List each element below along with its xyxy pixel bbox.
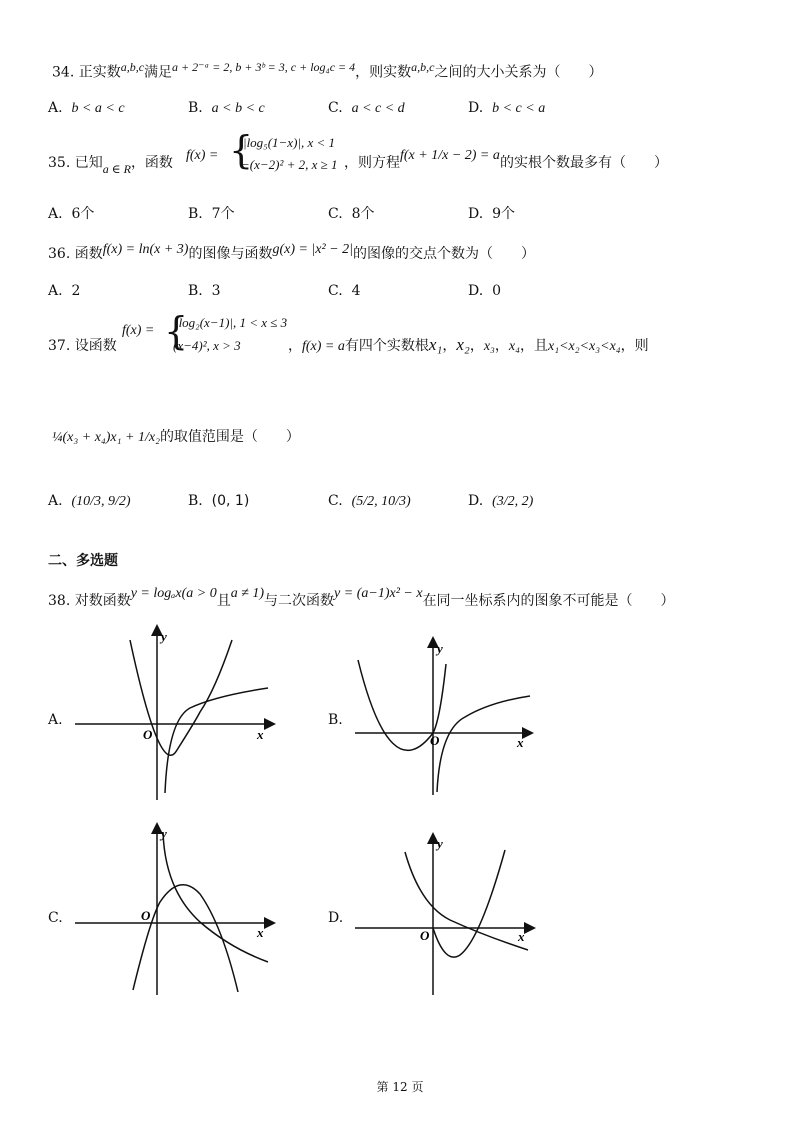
stem-text: 的图像与函数 (188, 246, 273, 262)
stem-math: x₁<x₂<x₃<x₄ (548, 339, 621, 354)
option-label: D. (468, 100, 484, 116)
option-text: (5/2, 10/3) (351, 494, 411, 509)
option-text: 7个 (211, 206, 235, 222)
question-number: 34. (52, 64, 75, 81)
stem-text: ，则 (620, 338, 649, 354)
stem-text: ， (288, 338, 302, 354)
option-text: (0, 1) (211, 493, 250, 509)
stem-text: 且 (216, 593, 231, 609)
option-text: 2 (71, 283, 81, 299)
option-label: C. (328, 206, 343, 222)
option-label: D. (468, 206, 484, 222)
log-curve (165, 688, 268, 793)
origin-label: O (420, 928, 430, 943)
stem-math: f(x) = a (302, 339, 345, 354)
graph-c (75, 826, 270, 995)
option-text: 3 (211, 283, 221, 299)
option-label: D. (468, 493, 484, 509)
option-text: 9个 (492, 206, 516, 222)
stem-math: ¼(x₃ + x₄)x₁ + 1/x₂ (52, 430, 160, 445)
origin-label: O (143, 727, 153, 742)
page-footer: 第 12 页 (376, 1080, 424, 1094)
stem-text: ，则方程 (344, 155, 400, 171)
stem-math: y = (a−1)x² − x (334, 586, 423, 601)
brace-icon: { (229, 128, 254, 172)
x-axis-label: x (257, 925, 264, 940)
stem-text: ，且 (520, 338, 548, 354)
equation-35: f(x + 1/x − 2) = a (400, 148, 500, 163)
question-number: 37. (48, 338, 71, 354)
y-axis-label: y (437, 641, 443, 656)
stem-math: x₁ (428, 335, 443, 354)
option-label: B. (188, 100, 203, 116)
piecewise-f-35-name: f(x) = (186, 148, 219, 163)
question-number: 36. (48, 246, 71, 262)
stem-math: a,b,c (120, 60, 145, 74)
piecewise-case-1: |log₂(x−1)|, 1 < x ≤ 3 (175, 315, 288, 330)
stem-text: ， (442, 338, 457, 354)
x-axis-label: x (518, 929, 525, 944)
graph-label-a: A. (48, 712, 63, 728)
stem-math: g(x) = |x² − 2| (272, 242, 354, 257)
stem-math: x₂ (456, 335, 470, 354)
stem-text: 的图像的交点个数为（ ） (353, 246, 536, 262)
option-label: B. (188, 206, 203, 222)
stem-math: a ∈ R (102, 162, 131, 176)
stem-text: 设函数 (74, 338, 117, 354)
piecewise-case-2: −(x−2)² + 2, x ≥ 1 (241, 157, 338, 172)
y-axis-label: y (161, 629, 167, 644)
graph-label-c: C. (48, 910, 63, 926)
stem-math: x₄ (508, 339, 520, 354)
option-text: a < b < c (211, 101, 265, 116)
graph-b (355, 641, 530, 795)
stem-text: 与二次函数 (264, 593, 335, 609)
stem-math: a ≠ 1) (230, 586, 265, 601)
graph-d (355, 836, 530, 995)
option-text: (10/3, 9/2) (71, 494, 131, 509)
stem-text: 在同一坐标系内的图象不可能是（ ） (422, 593, 675, 609)
y-axis-label: y (161, 826, 167, 841)
stem-text: ，则实数 (355, 64, 412, 81)
stem-text: ，函数 (130, 155, 173, 171)
stem-text: ， (494, 338, 509, 354)
stem-math: a,b,c (411, 60, 435, 74)
option-text: 6个 (71, 206, 95, 222)
section-title: 二、多选题 (48, 553, 118, 569)
option-label: B. (188, 493, 203, 509)
option-label: C. (328, 493, 343, 509)
log-curve (163, 832, 268, 962)
stem-math: x₃ (483, 339, 495, 354)
stem-text: 满足 (144, 64, 173, 81)
stem-text: 函数 (74, 246, 103, 262)
option-text: a < c < d (351, 101, 405, 116)
option-text: (3/2, 2) (492, 494, 534, 509)
option-label: D. (468, 283, 484, 299)
question-number: 35. (48, 155, 71, 171)
stem-math: f(x) = ln(x + 3) (102, 242, 189, 257)
graph-label-d: D. (328, 910, 344, 926)
x-axis-label: x (517, 735, 524, 750)
option-label: C. (328, 283, 343, 299)
origin-label: O (141, 908, 151, 923)
piecewise-f-37-name: f(x) = (122, 323, 155, 338)
graph-a (75, 629, 270, 800)
piecewise-case-2: (x−4)², x > 3 (173, 338, 241, 353)
stem-text: 对数函数 (74, 593, 131, 609)
option-label: C. (328, 100, 343, 116)
stem-text: ， (469, 338, 484, 354)
option-text: b < a < c (71, 101, 125, 116)
stem-math: y = logₐx(a > 0 (130, 586, 217, 601)
option-text: b < c < a (492, 101, 546, 116)
option-label: B. (188, 283, 203, 299)
stem-text: 正实数 (78, 64, 121, 81)
stem-text: 有四个实数根 (344, 338, 429, 354)
stem-text: 的实根个数最多有（ ） (500, 155, 668, 171)
option-text: 0 (492, 283, 502, 299)
piecewise-case-1: |log₅(1−x)|, x < 1 (243, 135, 336, 150)
option-text: 8个 (351, 206, 375, 222)
stem-text: 的取值范围是（ ） (159, 429, 300, 445)
question-number: 38. (48, 593, 71, 609)
option-label: A. (48, 283, 63, 299)
option-text: 4 (351, 283, 361, 299)
origin-label: O (430, 733, 440, 748)
y-axis-label: y (437, 836, 443, 851)
stem-math: a + 2⁻ᵃ = 2, b + 3ᵇ = 3, c + log₄c = 4 (172, 60, 356, 74)
option-label: A. (48, 100, 63, 116)
stem-text: 之间的大小关系为（ ） (434, 64, 603, 81)
graph-label-b: B. (328, 712, 343, 728)
x-axis-label: x (257, 727, 264, 742)
option-label: A. (48, 493, 63, 509)
stem-text: 已知 (74, 155, 103, 171)
brace-icon: { (164, 309, 189, 353)
option-label: A. (48, 206, 63, 222)
parabola-curve (433, 850, 505, 957)
